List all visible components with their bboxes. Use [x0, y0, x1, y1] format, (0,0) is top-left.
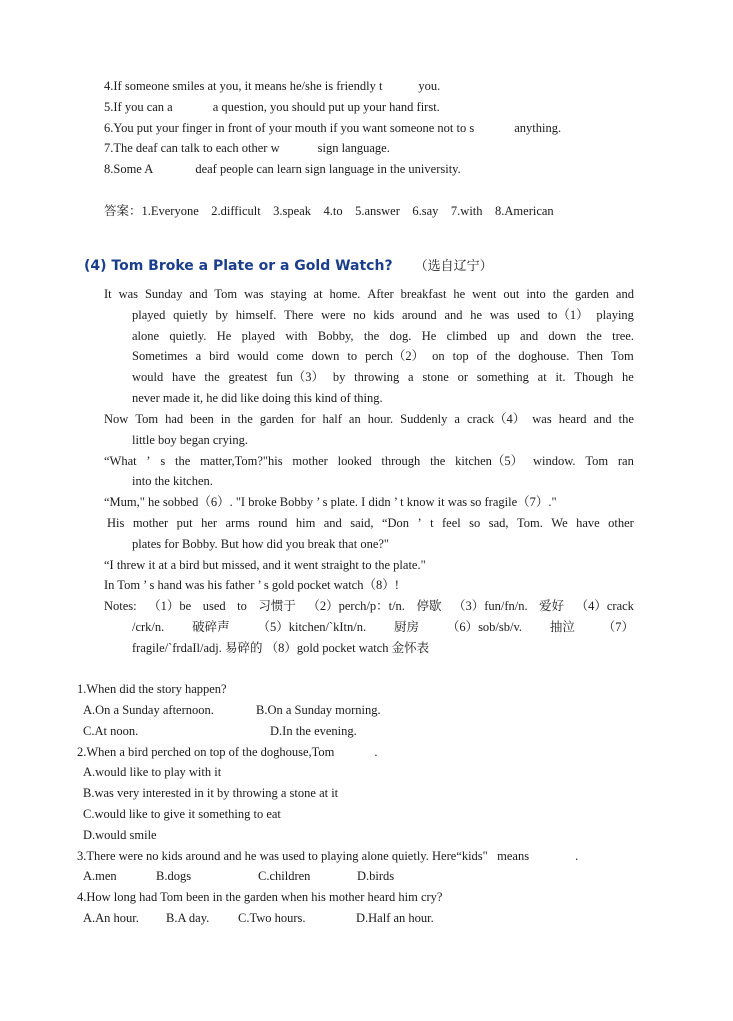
answer-key: 答案：1.Everyone 2.difficult 3.speak 4.to 5.answer 6.say 7.with 8.American [104, 204, 554, 218]
passage-source: （选自辽宁） [414, 259, 493, 274]
passage-line: It was Sunday and Tom was staying at home. After breakfast he went out into the garden and [104, 287, 634, 301]
option: C.At noon. [83, 724, 139, 738]
option: C.would like to give it something to eat [83, 807, 281, 821]
passage-line: would have the greatest fun（3） by throwing a stone or something at it. Though he [132, 370, 634, 384]
passage-line: never made it, he did like doing this kind of thing. [132, 391, 383, 405]
fill-item-7: 7.The deaf can talk to each other w sign language. [104, 141, 390, 155]
passage-line: little boy began crying. [132, 433, 248, 447]
notes-line: /crk/n. 破碎声 （5）kitchen/`kItn/n. 厨房 （6）sob/sb/v. 抽泣 （7） [132, 620, 634, 634]
question-stem: 1.When did the story happen? [77, 682, 227, 696]
passage-line: “Mum," he sobbed（6）. "I broke Bobby ’ s plate. I didn ’ t know it was so fragile（7）." [104, 495, 557, 509]
option: A.An hour. [83, 911, 139, 925]
fill-item-5: 5.If you can a a question, you should put up your hand first. [104, 100, 440, 114]
option: D.birds [357, 869, 395, 883]
option: B.dogs [156, 869, 192, 883]
question-stem: 3.There were no kids around and he was used to playing alone quietly. Here“kids" means . [77, 849, 579, 863]
passage-line: alone quietly. He played with Bobby, the dog. He climbed up and down the tree. [132, 329, 634, 343]
option: A.would like to play with it [83, 765, 222, 779]
passage-line: “I threw it at a bird but missed, and it went straight to the plate." [104, 558, 426, 572]
passage-title [84, 255, 493, 274]
question-stem: 4.How long had Tom been in the garden when his mother heard him cry? [77, 890, 443, 904]
fill-item-4: 4.If someone smiles at you, it means he/she is friendly t you. [104, 79, 441, 93]
question-stem: 2.When a bird perched on top of the doghouse,Tom . [77, 745, 378, 759]
notes-line: fragile/`frdaIl/adj. 易碎的 （8）gold pocket watch 金怀表 [132, 641, 430, 655]
option: A.men [83, 869, 117, 883]
passage-line: played quietly by himself. There were no kids around and he was used to（1） playing [132, 308, 634, 322]
option: B.A day. [166, 911, 210, 925]
passage-line: into the kitchen. [132, 474, 213, 488]
fill-item-6: 6.You put your finger in front of your mouth if you want someone not to s anything. [104, 121, 562, 135]
option: C.Two hours. [238, 911, 306, 925]
fill-item-8: 8.Some A deaf people can learn sign language in the university. [104, 162, 461, 176]
option: D.Half an hour. [356, 911, 434, 925]
passage-title-text: (4) Tom Broke a Plate or a Gold Watch? [84, 258, 393, 274]
passage-line: His mother put her arms round him and said, “Don ’ t feel so sad, Tom. We have other [107, 516, 634, 530]
option: D.In the evening. [270, 724, 357, 738]
option: A.On a Sunday afternoon. [83, 703, 214, 717]
option: D.would smile [83, 828, 157, 842]
passage-line: “What ’ s the matter,Tom?"his mother looked through the kitchen（5） window. Tom ran [104, 454, 634, 468]
option: B.was very interested in it by throwing a stone at it [83, 786, 339, 800]
notes-line: Notes: （1）be used to 习惯于 （2）perch/p：t/n. 停歇 （3）fun/fn/n. 爱好 （4）crack [104, 599, 634, 613]
passage-line: Sometimes a bird would come down to perch（2） on top of the doghouse. Then Tom [132, 349, 634, 363]
passage-line: Now Tom had been in the garden for half an hour. Suddenly a crack（4） was heard and the [104, 412, 634, 426]
passage-line: plates for Bobby. But how did you break that one?" [132, 537, 390, 551]
option: C.children [258, 869, 311, 883]
option: B.On a Sunday morning. [256, 703, 381, 717]
passage-line: In Tom ’ s hand was his father ’ s gold pocket watch（8）! [104, 578, 399, 592]
